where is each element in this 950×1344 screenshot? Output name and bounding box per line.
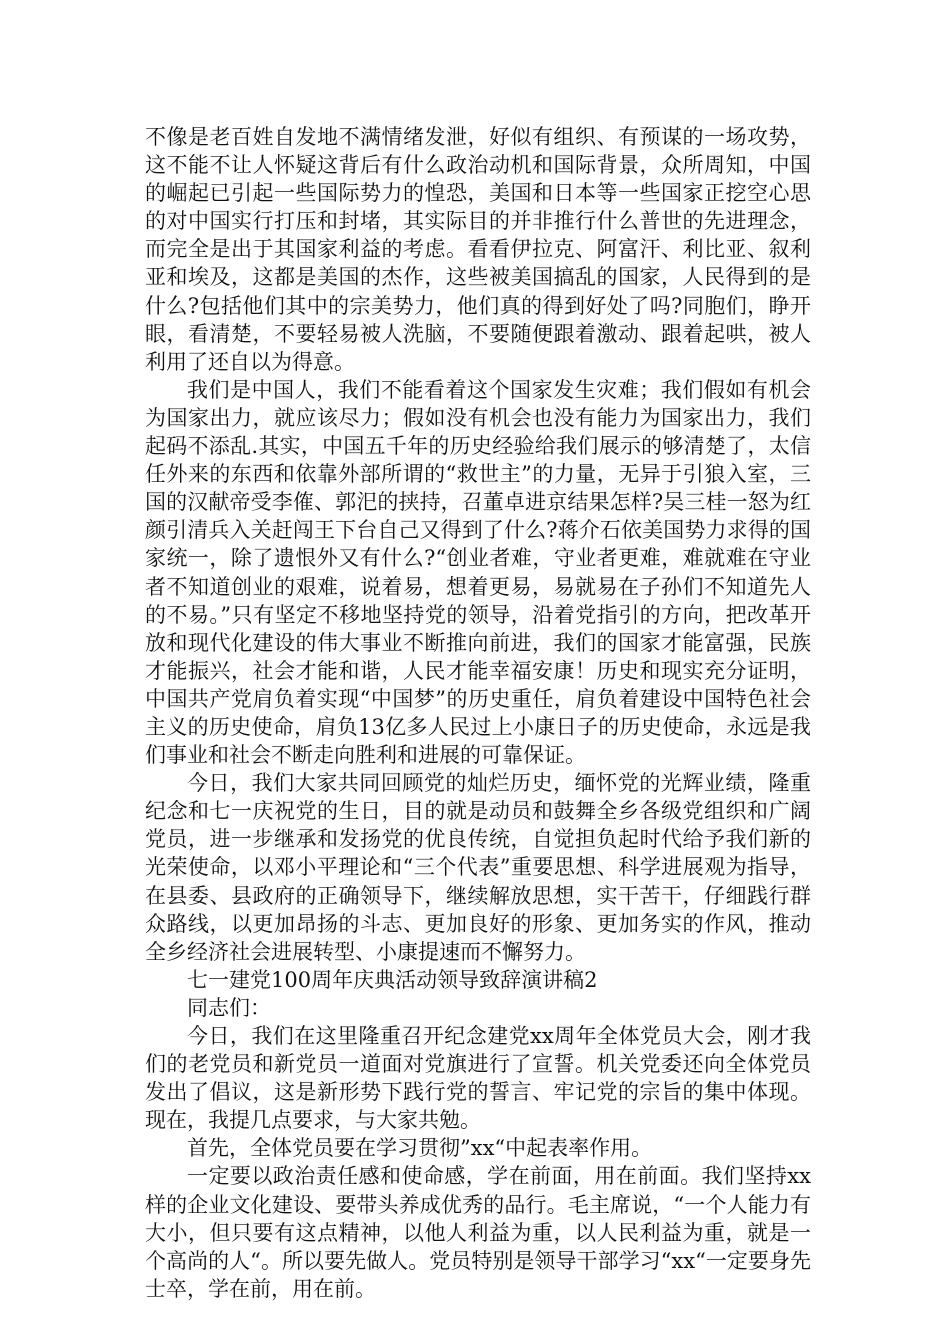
paragraph: 首先，全体党员要在学习贯彻”xx“中起表率作用。	[187, 1136, 653, 1161]
section-title: 七一建党100周年庆典活动领导致辞演讲稿2	[187, 967, 598, 992]
document-body	[145, 123, 811, 1303]
paragraph: 我们是中国人，我们不能看着这个国家发生灾难；我们假如有机会为国家出力，就应该尽力；假如没有机会也没有能力为国家出力，我们起码不添乱.其实，中国五千年的历史经验给我们展示的够清楚了，太信任外来的东西和依靠外部所谓的“救世主”的力量，无异于引狼入室，三国的汉献帝受李傕、郭汜的挟持，召董卓进京结果怎样?吴三桂一怒为红颜引清兵入关赶闯王下台自己又得到了什么?蒋介石依美国势力求得的国家统一，除了遗恨外又有什么?“创业者难，守业者更难，难就难在守业者不知道创业的艰难，说着易，想着更易，易就易在子孙们不知道先人的不易。”只有坚定不移地坚持党的领导，沿着党指引的方向，把改革开放和现代化建设的伟大事业不断推向前进，我们的国家才能富强，民族才能振兴，社会才能和谐，人民才能幸福安康！历史和现实充分证明，中国共产党肩负着实现“中国梦”的历史重任，肩负着建设中国特色社会主义的历史使命，肩负13亿多人民过上小康日子的历史使命，永远是我们事业和社会不断走向胜利和进展的可靠保证。	[145, 377, 811, 768]
paragraph: 不像是老百姓自发地不满情绪发泄，好似有组织、有预谋的一场攻势，这不能不让人怀疑这背后有什么政治动机和国际背景，众所周知，中国的崛起已引起一些国际势力的惶恐，美国和日本等一些国家正挖空心思的对中国实行打压和封堵，其实际目的并非推行什么普世的先进理念，而完全是出于其国家利益的考虑。看看伊拉克、阿富汗、利比亚、叙利亚和埃及，这都是美国的杰作，这些被美国搞乱的国家，人民得到的是什么?包括他们其中的宗美势力，他们真的得到好处了吗?同胞们，睁开眼，看清楚，不要轻易被人洗脑，不要随便跟着激动、跟着起哄，被人利用了还自以为得意。	[145, 125, 811, 374]
paragraph: 今日，我们在这里隆重召开纪念建党xx周年全体党员大会，刚才我们的老党员和新党员一道面对党旗进行了宣誓。机关党委还向全体党员发出了倡议，这是新形势下践行党的誓言、牢记党的宗旨的集中体现。现在，我提几点要求，与大家共勉。	[145, 1024, 811, 1133]
paragraph: 今日，我们大家共同回顾党的灿烂历史，缅怀党的光辉业绩，隆重纪念和七一庆祝党的生日，目的就是动员和鼓舞全乡各级党组织和广阔党员，进一步继承和发扬党的优良传统，自觉担负起时代给予我们新的光荣使命，以邓小平理论和“三个代表”重要思想、科学进展观为指导，在县委、县政府的正确领导下，继续解放思想，实干苦干，仔细践行群众路线，以更加昂扬的斗志、更加良好的形象、更加务实的作风，推动全乡经济社会进展转型、小康提速而不懈努力。	[145, 771, 811, 964]
paragraph: 一定要以政治责任感和使命感，学在前面，用在前面。我们坚持xx样的企业文化建设、要带头养成优秀的品行。毛主席说，“一个人能力有大小，但只要有这点精神，以他人利益为重，以人民利益为重，就是一个高尚的人“。所以要先做人。党员特别是领导干部学习“xx“一定要身先士卒，学在前，用在前。	[145, 1164, 811, 1301]
salutation: 同志们：	[187, 995, 271, 1020]
